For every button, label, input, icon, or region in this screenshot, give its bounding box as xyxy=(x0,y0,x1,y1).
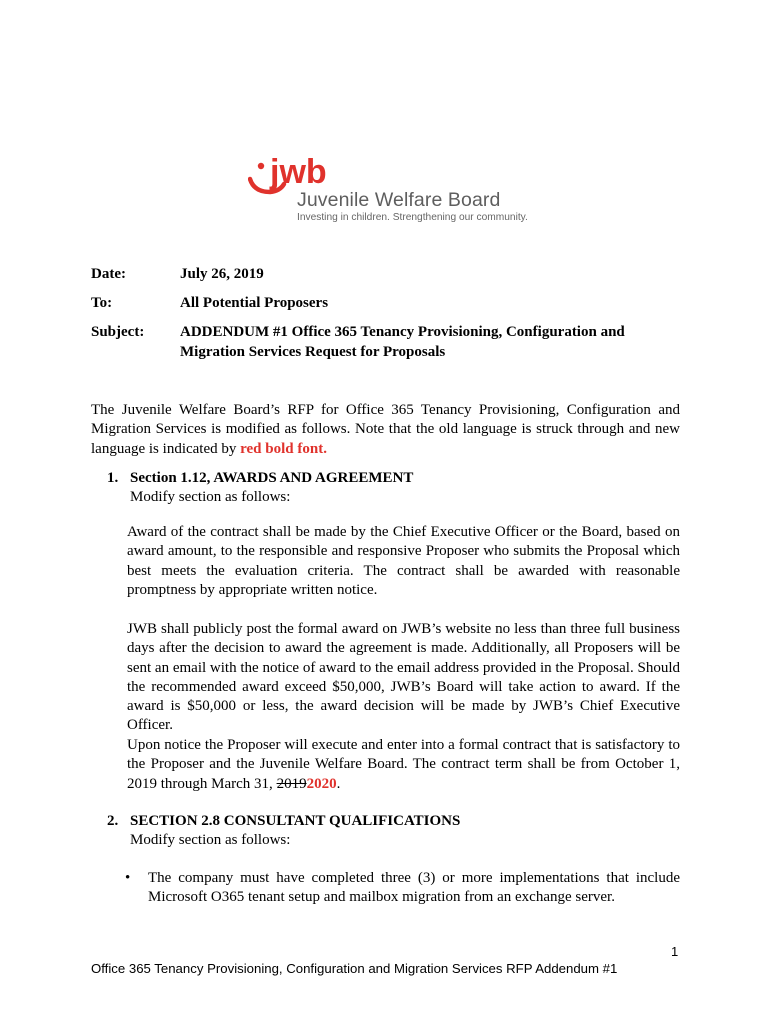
new-year: 2020 xyxy=(306,775,337,792)
section-1-number: 1. xyxy=(107,470,119,486)
page-number: 1 xyxy=(671,944,679,959)
paragraph-3-end: . xyxy=(336,775,341,792)
subject-line-1: ADDENDUM #1 Office 365 Tenancy Provisioning, Configuration and xyxy=(180,324,625,340)
section-1-paragraph-1: Award of the contract shall be made by the Chief Executive Officer or the Board, based on award amount, to the responsible and responsive Proposer who submits the Proposal which best meets the evaluation criteria. The contract shall be awarded with reasonable promptness by appropriate written notice. xyxy=(127,524,680,598)
intro-text: The Juvenile Welfare Board’s RFP for Office 365 Tenancy Provisioning, Configuration and Migration Services is modified as follows. Note that the old language is struck through and new language is indicated by xyxy=(91,402,680,457)
date-label: Date: xyxy=(91,266,126,282)
section-2-number: 2. xyxy=(107,813,119,829)
section-1-paragraph-2: JWB shall publicly post the formal award on JWB’s website no less than three full business days after the decision to award the agreement is made. Additionally, all Proposers will be sent an email with the notice of award to the email address provided in the Proposal. Should the recommended award exceed $50,000, JWB’s Board will take action to award. If the award is $50,000 or less, the award decision will be made by JWB’s Chief Executive Officer. xyxy=(127,621,680,734)
date-value: July 26, 2019 xyxy=(180,266,264,282)
subject-line-2: Migration Services Request for Proposals xyxy=(180,344,446,360)
intro-paragraph xyxy=(91,401,680,459)
to-value: All Potential Proposers xyxy=(180,295,329,311)
struck-year: 2019 xyxy=(276,775,307,792)
bullet-symbol: • xyxy=(125,870,131,886)
section-1-paragraph-3 xyxy=(127,736,680,794)
intro-highlight: red bold font. xyxy=(240,440,327,457)
paragraph-3-text: Upon notice the Proposer will execute and enter into a formal contract that is satisfactory to the Proposer and the Juvenile Welfare Board. The contract term shall be from October 1, 2019 through March 31, xyxy=(127,737,680,792)
logo-organization-name: Juvenile Welfare Board xyxy=(297,189,501,211)
page-footer: Office 365 Tenancy Provisioning, Configuration and Migration Services RFP Addendum #1 xyxy=(91,961,618,976)
section-2-subtitle: Modify section as follows: xyxy=(130,832,291,848)
jwb-logo-letters: jwb xyxy=(270,153,327,191)
jwb-logo xyxy=(248,152,538,232)
section-2-bullet-1: The company must have completed three (3) or more implementations that include Microsoft O365 tenant setup and mailbox migration from an exchange server. xyxy=(148,870,680,906)
section-2-title: SECTION 2.8 CONSULTANT QUALIFICATIONS xyxy=(130,813,461,829)
subject-label: Subject: xyxy=(91,324,145,340)
section-1-title: Section 1.12, AWARDS AND AGREEMENT xyxy=(130,470,414,486)
to-label: To: xyxy=(91,295,113,311)
logo-tagline: Investing in children. Strengthening our community. xyxy=(297,212,528,223)
section-1-subtitle: Modify section as follows: xyxy=(130,489,291,505)
